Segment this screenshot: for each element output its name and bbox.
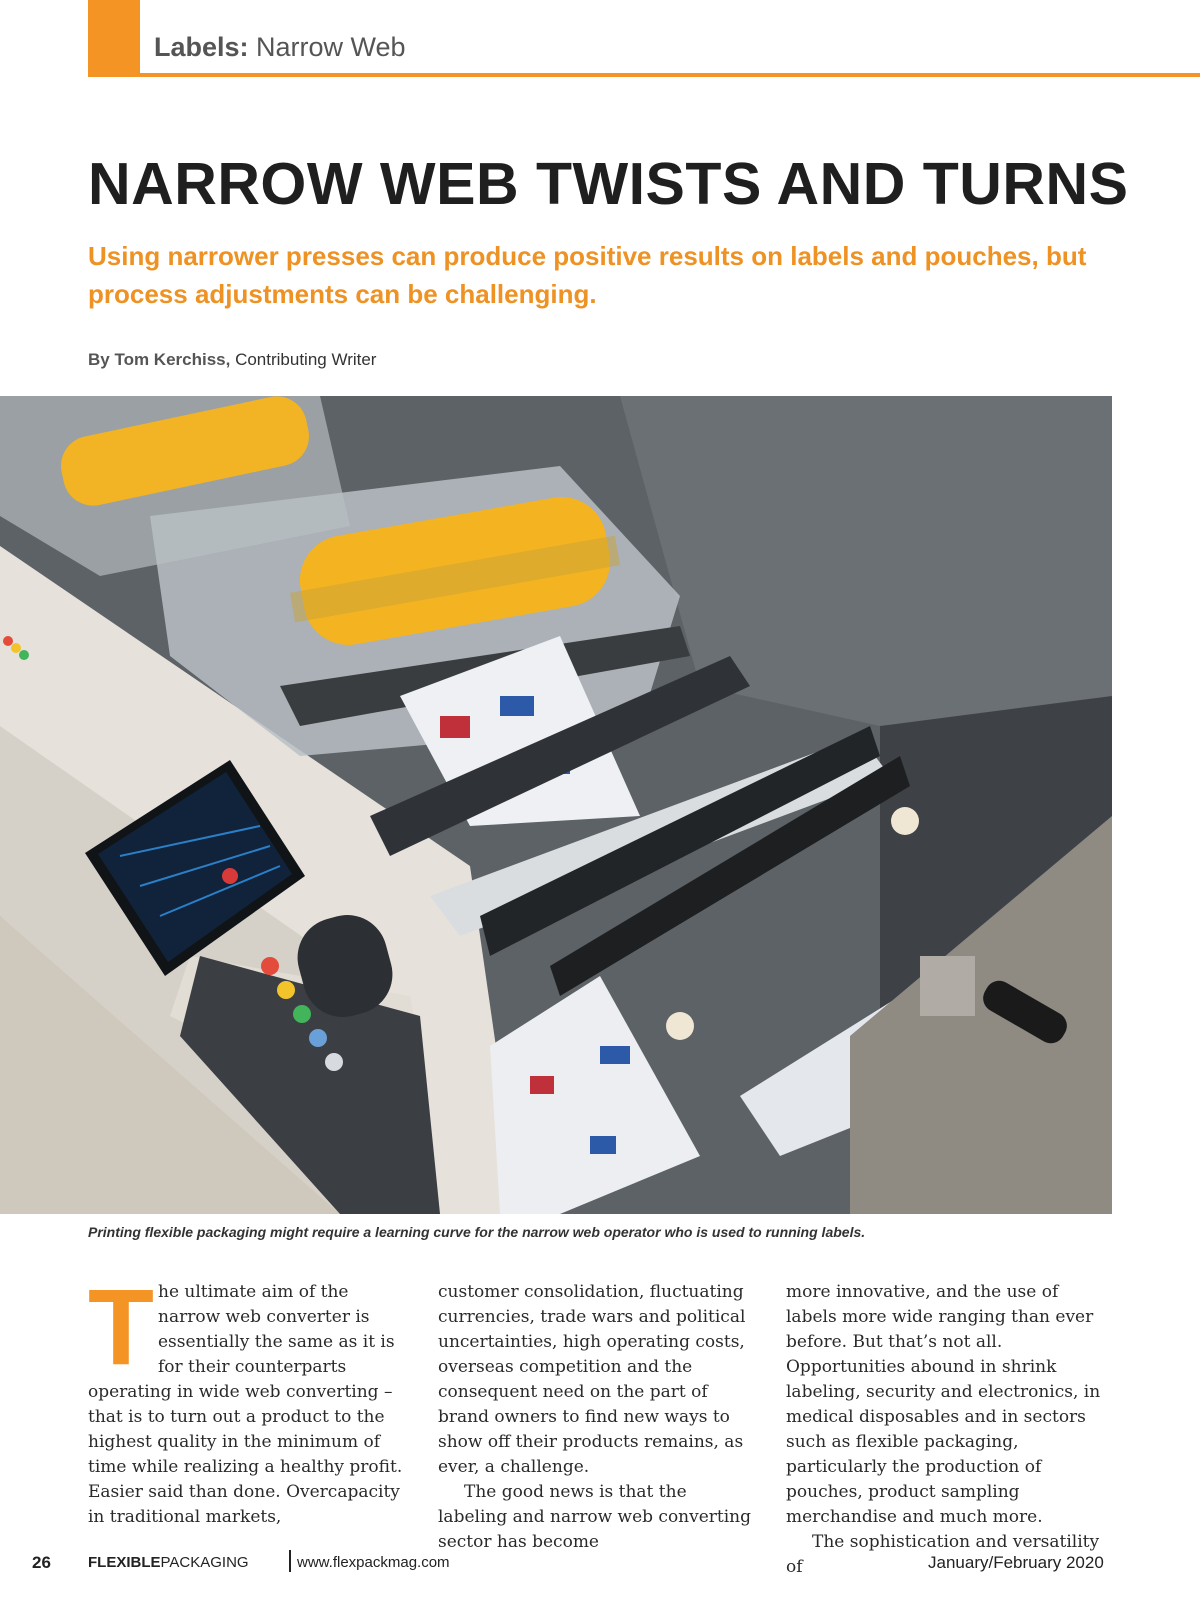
brand-bold: FLEXIBLE bbox=[88, 1554, 161, 1571]
page-footer bbox=[0, 1548, 1200, 1578]
section-label-bold: Labels: bbox=[154, 32, 249, 62]
magazine-url: www.flexpackmag.com bbox=[297, 1554, 450, 1571]
section-header bbox=[88, 0, 1200, 78]
section-label bbox=[154, 32, 406, 63]
text-column-3 bbox=[786, 1280, 1106, 1580]
byline-author: By Tom Kerchiss, bbox=[88, 350, 231, 369]
col2-paragraph-1: customer consolidation, fluctuating currencies, trade wars and political uncertainties, high operating costs, overseas competition and the consequent need on the part of brand owners to find new ways to show off their products remains, as ever, a challenge. bbox=[438, 1282, 746, 1477]
footer-divider bbox=[289, 1550, 291, 1572]
text-column-2 bbox=[438, 1280, 758, 1555]
byline bbox=[88, 350, 376, 370]
article-title: NARROW WEB TWISTS AND TURNS bbox=[88, 151, 1129, 217]
page-number: 26 bbox=[32, 1553, 51, 1572]
byline-role: Contributing Writer bbox=[230, 350, 377, 369]
magazine-brand bbox=[88, 1554, 249, 1571]
issue-date: January/February 2020 bbox=[928, 1553, 1104, 1572]
col3-paragraph-1: more innovative, and the use of labels more wide ranging than ever before. But that’s not all. Opportunities abound in shrink labeling, security and electronics, in medical disposables and in sectors such as flexible packaging, particularly the production of pouches, product sampling merchandise and much more. bbox=[786, 1282, 1101, 1527]
brand-rest: PACKAGING bbox=[160, 1554, 249, 1571]
section-color-block bbox=[88, 0, 140, 76]
text-column-1 bbox=[88, 1266, 408, 1530]
col1-paragraph: he ultimate aim of the narrow web converter is essentially the same as it is for their counterparts operating in wide web converting – that is to turn out a product to the highest quality in the minimum of time while realizing a healthy profit. Easier said than done. Overcapacity in traditional markets, bbox=[88, 1282, 403, 1527]
article-deck: Using narrower presses can produce positive results on labels and pouches, but process adjustments can be challenging. bbox=[88, 241, 1087, 309]
photo-caption: Printing flexible packaging might require a learning curve for the narrow web operator who is used to running labels. bbox=[88, 1224, 866, 1240]
press-photo bbox=[0, 396, 1112, 1214]
drop-cap: T bbox=[88, 1266, 154, 1387]
col2-paragraph-2: The good news is that the labeling and narrow web converting sector has become bbox=[438, 1482, 752, 1552]
section-rule bbox=[88, 73, 1200, 77]
section-label-rest: Narrow Web bbox=[248, 32, 406, 62]
col3-paragraph-2: The sophistication and versatility of bbox=[786, 1532, 1100, 1577]
